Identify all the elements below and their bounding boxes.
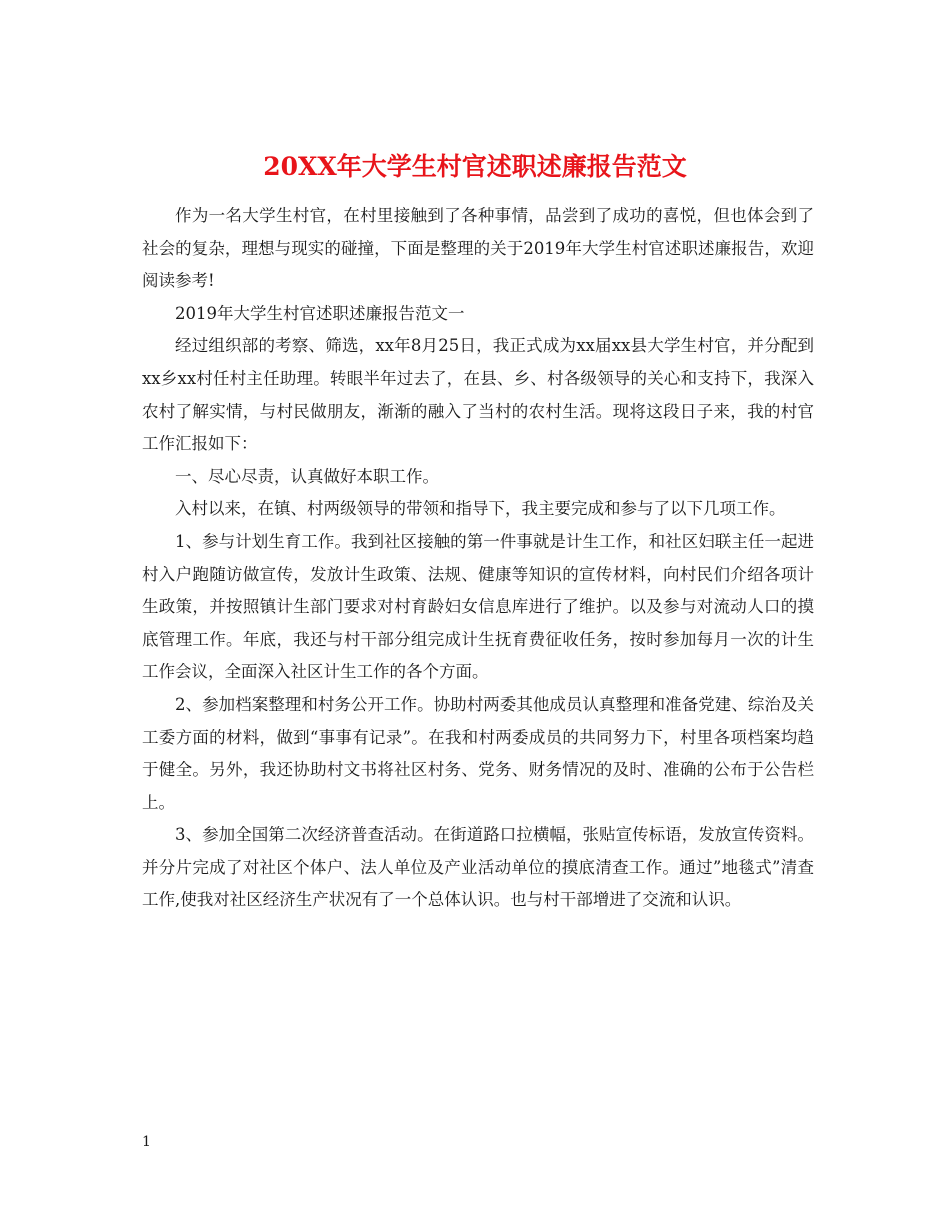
section-heading: 2019年大学生村官述职述廉报告范文一 <box>175 303 465 323</box>
list-item-paragraph: 2、参加档案整理和村务公开工作。协助村两委其他成员认真整理和准备党建、综治及关工委方面的材料，做到“事事有记录”。在我和村两委成员的共同努力下，村里各项档案均趋于健全。另外，我还协助村文书将社区村务、党务、财务情况的及时、准确的公布于公告栏上。 <box>142 694 814 812</box>
intro-paragraph: 作为一名大学生村官，在村里接触到了各种事情，品尝到了成功的喜悦，但也体会到了社会的复杂，理想与现实的碰撞，下面是整理的关于2019年大学生村官述职述廉报告，欢迎阅读参考! <box>142 206 814 291</box>
body-paragraph: 经过组织部的考察、筛选，xx年8月25日，我正式成为xx届xx县大学生村官，并分配到xx乡xx村任村主任助理。转眼半年过去了，在县、乡、村各级领导的关心和支持下，我深入农村了解实情，与村民做朋友，渐渐的融入了当村的农村生活。现将这段日子来，我的村官工作汇报如下： <box>142 336 814 454</box>
subsection-heading: 一、尽心尽责，认真做好本职工作。 <box>175 466 439 486</box>
list-item-paragraph: 3、参加全国第二次经济普查活动。在街道路口拉横幅，张贴宣传标语，发放宣传资料。并分片完成了对社区个体户、法人单位及产业活动单位的摸底清查工作。通过”地毯式”清查工作,使我对社区经济生产状况有了一个总体认识。也与村干部增进了交流和认识。 <box>142 825 814 910</box>
list-item-paragraph: 1、参与计划生育工作。我到社区接触的第一件事就是计生工作，和社区妇联主任一起进村入户跑随访做宣传，发放计生政策、法规、健康等知识的宣传材料，向村民们介绍各项计生政策，并按照镇计生部门要求对村育龄妇女信息库进行了维护。以及参与对流动人口的摸底管理工作。年底，我还与村干部分组完成计生抚育费征收任务，按时参加每月一次的计生工作会议，全面深入社区计生工作的各个方面。 <box>142 531 814 682</box>
page-number: 1 <box>142 1134 151 1150</box>
page-title: 20XX年大学生村官述职述廉报告范文 <box>263 151 687 181</box>
body-paragraph: 入村以来，在镇、村两级领导的带领和指导下，我主要完成和参与了以下几项工作。 <box>175 499 786 519</box>
document-body <box>142 200 814 917</box>
